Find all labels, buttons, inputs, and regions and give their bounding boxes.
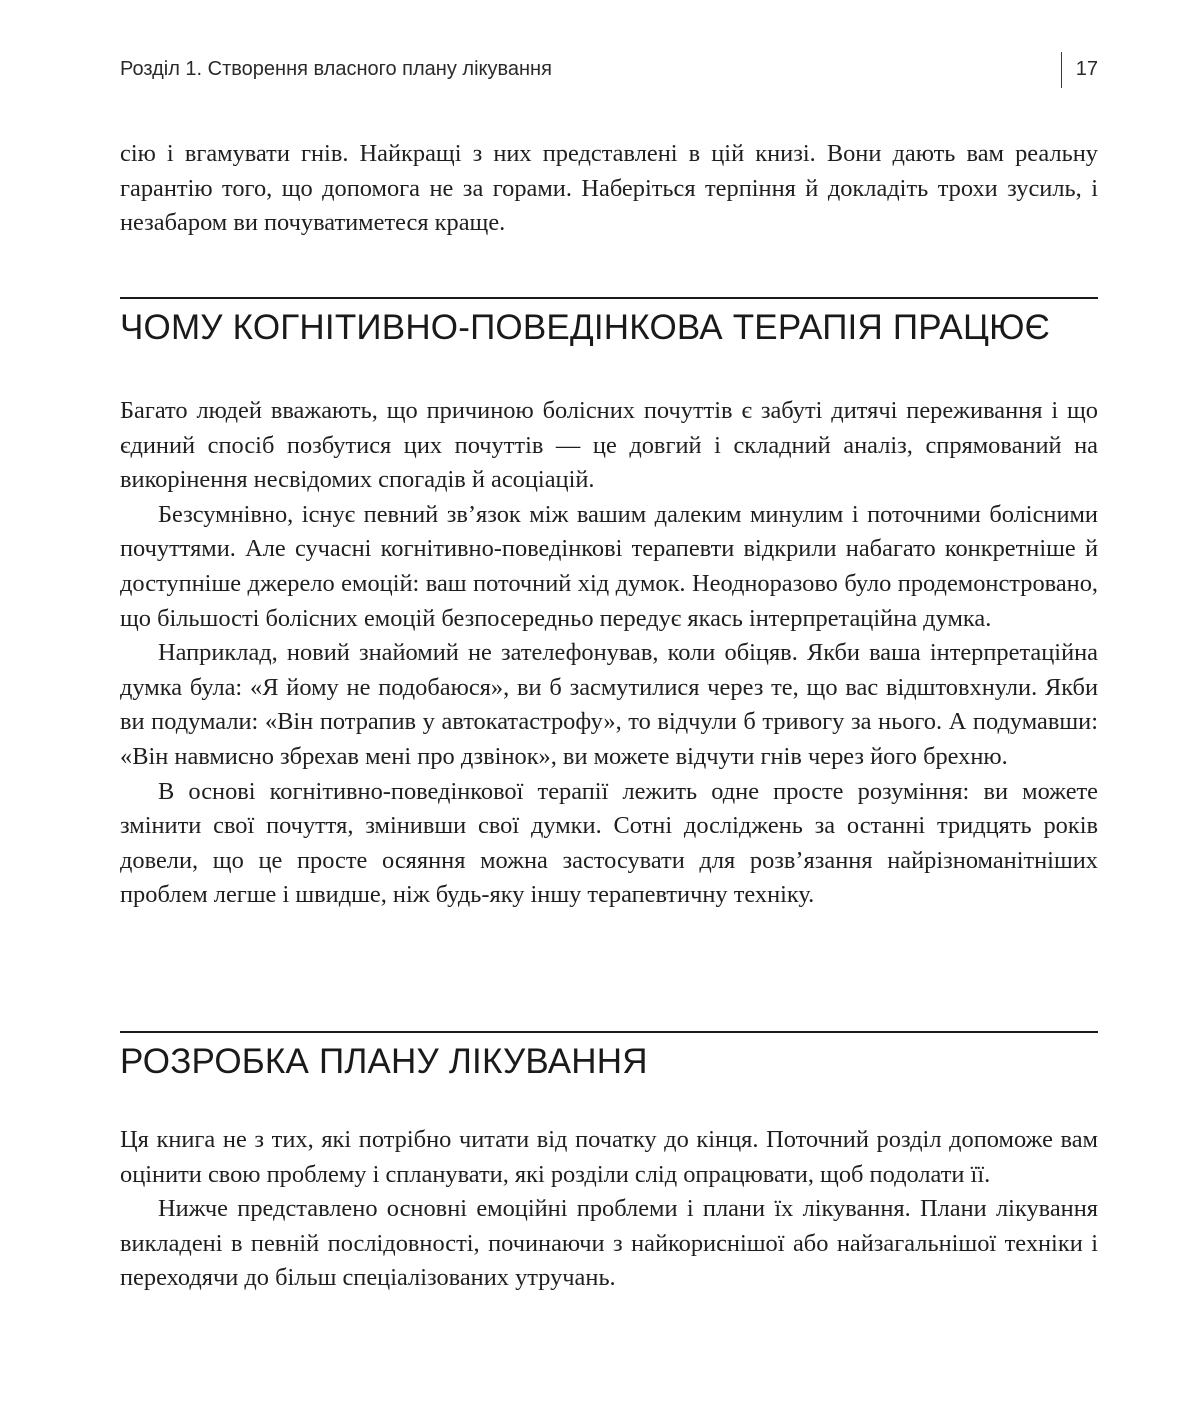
section-body xyxy=(120,394,1098,913)
section-rule xyxy=(120,1031,1098,1033)
paragraph: Безсумнівно, існує певний зв’язок між вашим далеким минулим і поточними болісними почуттями. Але сучасні когнітивно-поведінкові терапевти відкрили набагато конкретніше й доступніше джерело емоцій: ваш поточний хід думок. Неодноразово було продемонстровано, що більшості болісних емоцій безпосередньо передує якась інтерпретаційна думка. xyxy=(120,500,1098,632)
paragraph: Багато людей вважають, що причиною болісних почуттів є забуті дитячі переживання і що єдиний спосіб позбутися цих почуттів — це довгий і складний аналіз, спрямований на викорінення несвідомих спогадів й асоціацій. xyxy=(120,397,1098,494)
intro-paragraph: сію і вгамувати гнів. Найкращі з них представлені в цій книзі. Вони дають вам реальну гарантію того, що допомога не за горами. Наберіться терпіння й докладіть трохи зусиль, і незабаром ви почуватиметеся краще. xyxy=(120,140,1098,237)
header-separator xyxy=(1061,52,1062,88)
running-header xyxy=(120,52,1100,88)
chapter-title: Розділ 1. Створення власного плану лікування xyxy=(120,58,552,80)
intro-block xyxy=(120,137,1098,241)
page-number: 17 xyxy=(1075,58,1098,80)
section-body xyxy=(120,1123,1098,1296)
paragraph: Наприклад, новий знайомий не зателефонував, коли обіцяв. Якби ваша інтерпретаційна думка була: «Я йому не подобаюся», ви б засмутилися через те, що вас відштовхнули. Якби ви подумали: «Він потрапив у автокатастрофу», то відчули б тривогу за нього. А подумавши: «Він навмисно збрехав мені про дзвінок», ви можете відчути гнів через його брехню. xyxy=(120,639,1098,770)
paragraph: Нижче представлено основні емоційні проблеми і плани їх лікування. Плани лікування викладені в певній послідовності, починаючи з найкориснішої або найзагальнішої техніки і переходячи до більш спеціалізованих утручань. xyxy=(120,1195,1098,1292)
section-title: ЧОМУ КОГНІТИВНО-ПОВЕДІНКОВА ТЕРАПІЯ ПРАЦЮЄ xyxy=(120,308,1050,347)
paragraph: В основі когнітивно-поведінкової терапії лежить одне просте розуміння: ви можете змінити свої почуття, змінивши свої думки. Сотні досліджень за останні тридцять років довели, що це просте осяяння можна застосувати для розв’язання найрізноманітніших проблем легше і швидше, ніж будь-яку іншу терапевтичну техніку. xyxy=(120,777,1098,909)
section-title: РОЗРОБКА ПЛАНУ ЛІКУВАННЯ xyxy=(120,1042,648,1081)
section-rule xyxy=(120,297,1098,299)
paragraph: Ця книга не з тих, які потрібно читати від початку до кінця. Поточний розділ допоможе вам оцінити свою проблему і спланувати, які розділи слід опрацювати, щоб подолати її. xyxy=(120,1126,1098,1188)
